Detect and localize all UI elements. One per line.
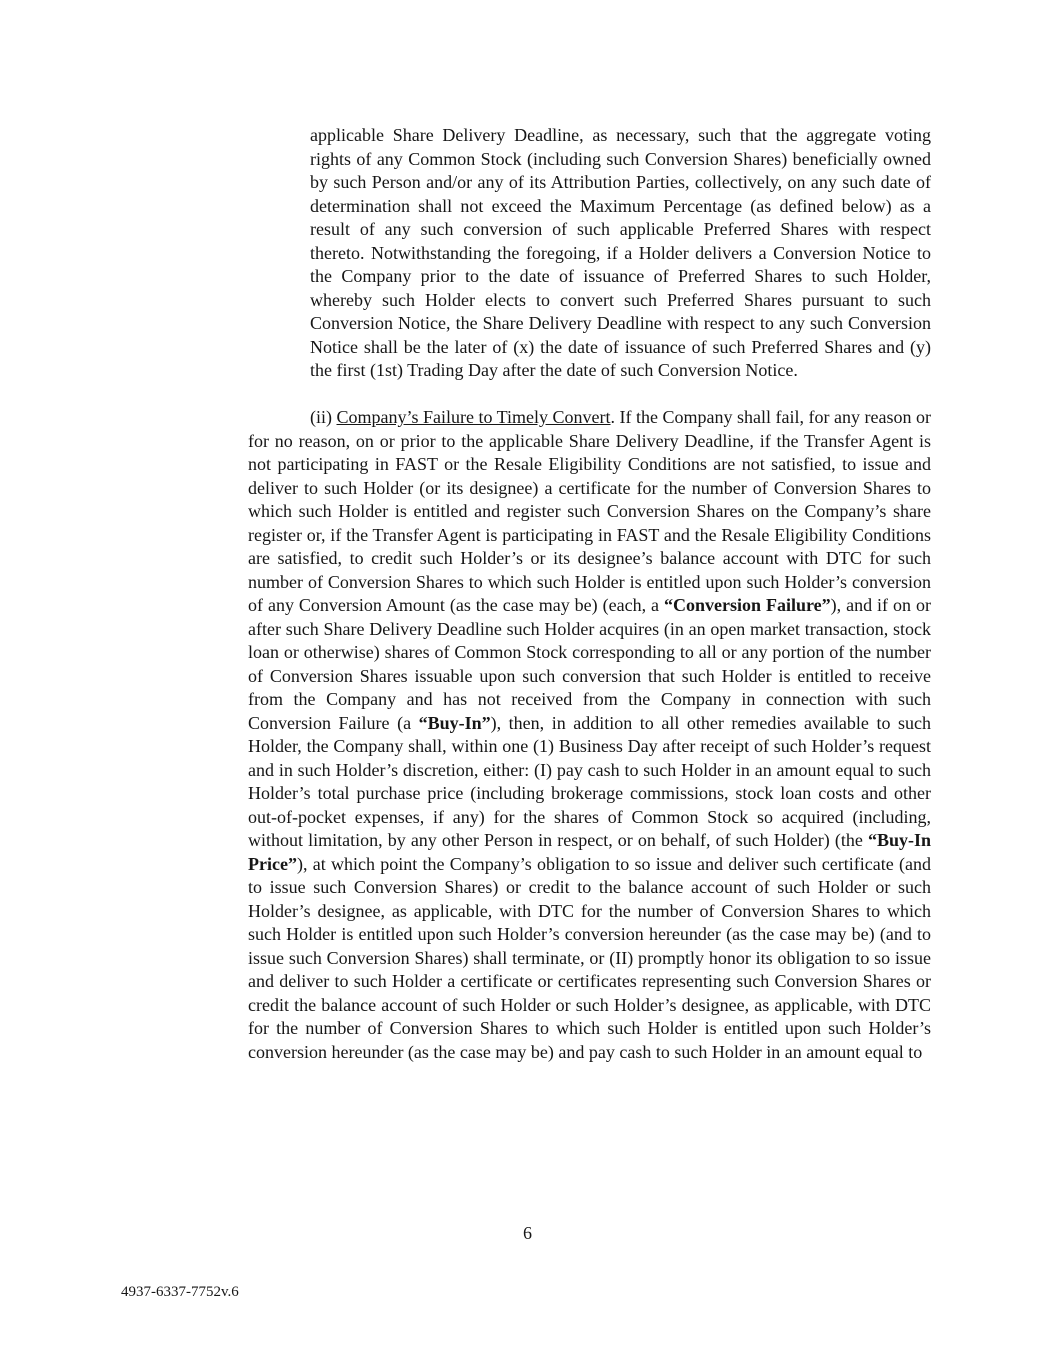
document-body <box>248 124 931 1064</box>
page-number: 6 <box>523 1223 532 1243</box>
clause-ii-paragraph: (ii) Company’s Failure to Timely Convert. If the Company shall fail, for any reason or for no reason, on or prior to the applicable Share Delivery Deadline, if the Transfer Agent is not participating in FAST or the Resale Eligibility Conditions are not satisfied, to issue and deliver to such Holder (or its designee) a certificate for the number of Conversion Shares to which such Holder is entitled and register such Conversion Shares on the Company’s share register or, if the Transfer Agent is participating in FAST and the Resale Eligibility Conditions are satisfied, to credit such Holder’s or its designee’s balance account with DTC for such number of Conversion Shares to which such Holder is entitled upon such Holder’s conversion of any Conversion Amount (as the case may be) (each, a “Conversion Failure”), and if on or after such Share Delivery Deadline such Holder acquires (in an open market transaction, stock loan or otherwise) shares of Common Stock corresponding to all or any portion of the number of Conversion Shares issuable upon such conversion that such Holder is entitled to receive from the Company and has not received from the Company in connection with such Conversion Failure (a “Buy-In”), then, in addition to all other remedies available to such Holder, the Company shall, within one (1) Business Day after receipt of such Holder’s request and in such Holder’s discretion, either: (I) pay cash to such Holder in an amount equal to such Holder’s total purchase price (including brokerage commissions, stock loan costs and other out-of-pocket expenses, if any) for the shares of Common Stock so acquired (including, without limitation, by any other Person in respect, or on behalf, of such Holder) (the “Buy-In Price”), at which point the Company’s obligation to so issue and deliver such certificate (and to issue such Conversion Shares) or credit to the balance account of such Holder or such Holder’s designee, as applicable, with DTC for the number of Conversion Shares to which such Holder is entitled upon such Holder’s conversion hereunder (as the case may be) (and to issue such Conversion Shares) shall terminate, or (II) promptly honor its obligation to so issue and deliver to such Holder a certificate or certificates representing such Conversion Shares or credit the balance account of such Holder or such Holder’s designee, as applicable, with DTC for the number of Conversion Shares to which such Holder is entitled upon such Holder’s conversion hereunder (as the case may be) and pay cash to such Holder in an amount equal to <box>248 407 931 1062</box>
continuation-paragraph: applicable Share Delivery Deadline, as necessary, such that the aggregate voting rights of any Common Stock (including such Conversion Shares) beneficially owned by such Person and/or any of its Attribution Parties, collectively, on any such date of determination shall not exceed the Maximum Percentage (as defined below) as a result of any such conversion of such applicable Preferred Shares with respect thereto. Notwithstanding the foregoing, if a Holder delivers a Conversion Notice to the Company prior to the date of issuance of Preferred Shares to such Holder, whereby such Holder elects to convert such Preferred Shares pursuant to such Conversion Notice, the Share Delivery Deadline with respect to any such Conversion Notice shall be the later of (x) the date of issuance of such Preferred Shares and (y) the first (1st) Trading Day after the date of such Conversion Notice. <box>310 125 931 380</box>
footer-doc-id: 4937-6337-7752v.6 <box>121 1284 239 1300</box>
